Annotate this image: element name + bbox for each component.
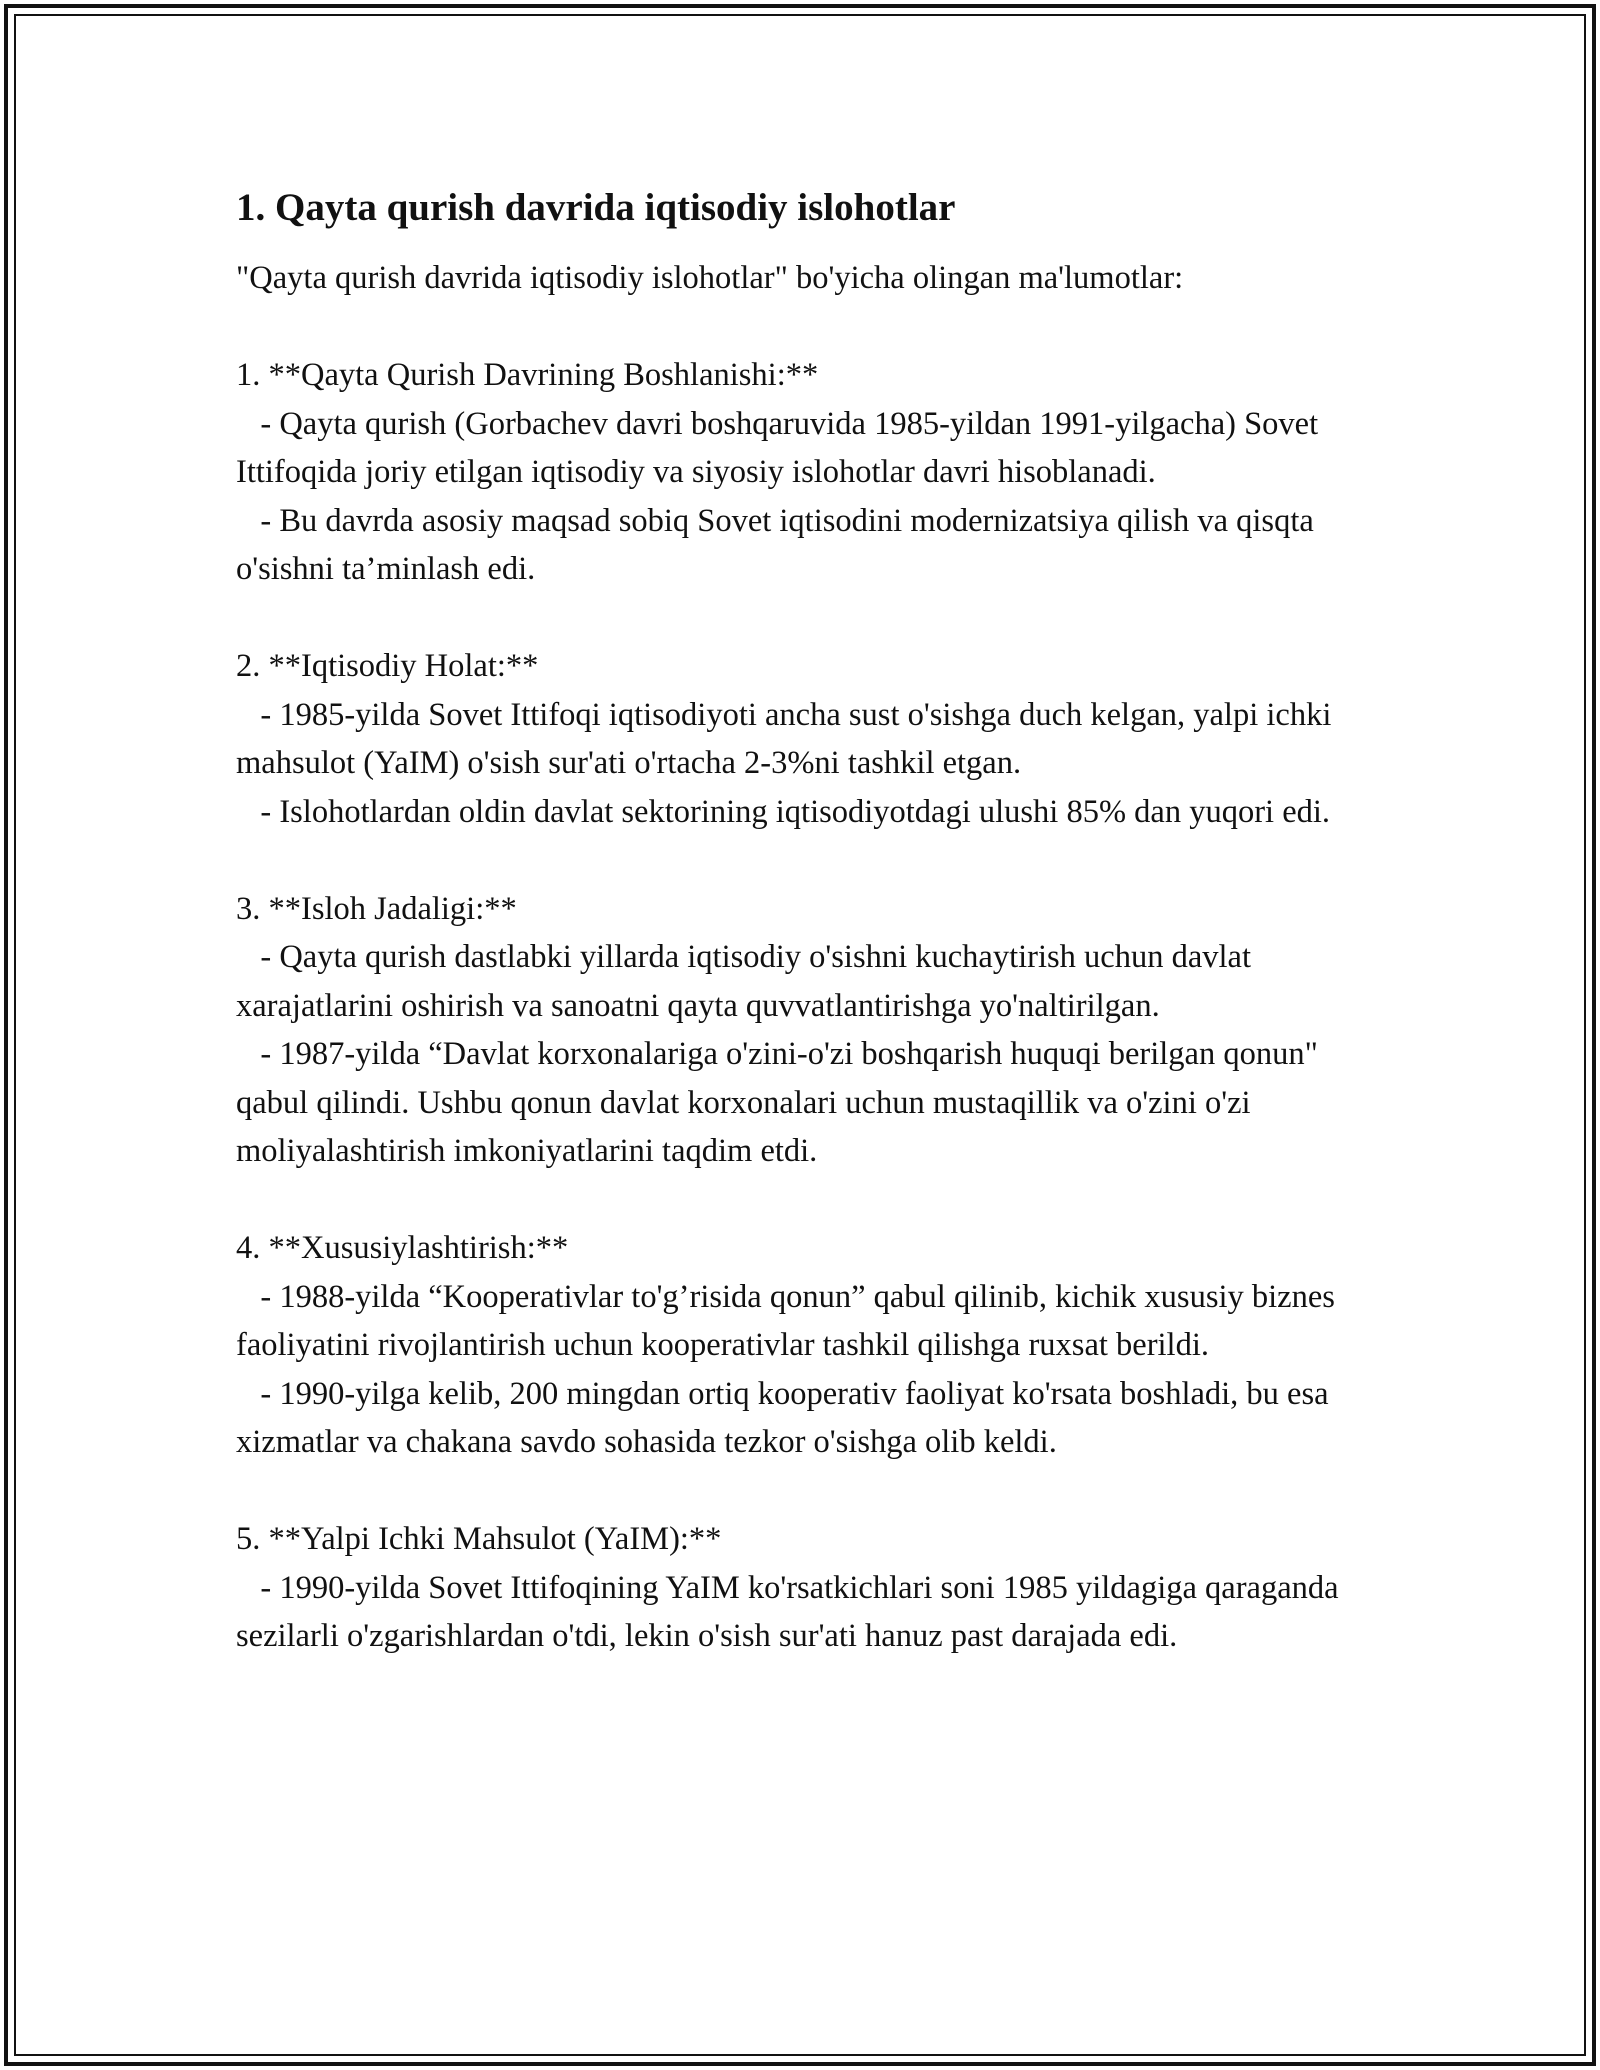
bullet-item: - Qayta qurish dastlabki yillarda iqtisodiy o'sishni kuchaytirish uchun davlat xarajatlarini oshirish va sanoatni qayta quvvatlantirishga yo'naltirilgan. xyxy=(236,939,1260,1024)
section-heading: 3. **Isloh Jadaligi:** xyxy=(236,890,517,927)
bullet-item: - 1987-yilda “Davlat korxonalariga o'zini-o'zi boshqarish huquqi berilgan qonun" qabul qilindi. Ushbu qonun davlat korxonalari uchun mustaqillik va o'zini o'zi moliyalashtirish imkoniyatlarini taqdim etdi. xyxy=(236,1036,1326,1169)
document-body xyxy=(236,184,1386,1709)
bullet-item: - 1990-yilga kelib, 200 mingdan ortiq kooperativ faoliyat ko'rsata boshladi, bu esa xizmatlar va chakana savdo sohasida tezkor o'sishga olib keldi. xyxy=(236,1375,1337,1460)
section-heading: 5. **Yalpi Ichki Mahsulot (YaIM):** xyxy=(236,1521,722,1557)
section-heading: 1. **Qayta Qurish Davrining Boshlanishi:** xyxy=(236,357,819,393)
section-5 xyxy=(236,1515,1386,1661)
bullet-item: - Bu davrda asosiy maqsad sobiq Sovet iqtisodini modernizatsiya qilish va qisqta o'sishni ta’minlash edi. xyxy=(236,502,1322,587)
section-4 xyxy=(236,1224,1386,1467)
bullet-item: - 1990-yilda Sovet Ittifoqining YaIM ko'rsatkichlari soni 1985 yildagiga qaraganda sezilarli o'zgarishlardan o'tdi, lekin o'sish sur'ati hanuz past darajada edi. xyxy=(236,1569,1347,1654)
section-3 xyxy=(236,885,1386,1176)
bullet-item: - Qayta qurish (Gorbachev davri boshqaruvida 1985-yildan 1991-yilgacha) Sovet Ittifoqida joriy etilgan iqtisodiy va siyosiy islohotlar davri hisoblanadi. xyxy=(236,405,1327,490)
bullet-item: - 1985-yilda Sovet Ittifoqi iqtisodiyoti ancha sust o'sishga duch kelgan, yalpi ichki mahsulot (YaIM) o'sish sur'ati o'rtacha 2-3%ni tashkil etgan. xyxy=(236,696,1340,781)
section-1 xyxy=(236,351,1386,594)
intro-paragraph: "Qayta qurish davrida iqtisodiy islohotlar" bo'yicha olingan ma'lumotlar: xyxy=(236,260,1184,296)
bullet-item: - Islohotlardan oldin davlat sektorining iqtisodiyotdagi ulushi 85% dan yuqori edi. xyxy=(236,793,1331,830)
document-title: 1. Qayta qurish davrida iqtisodiy islohotlar xyxy=(236,186,956,229)
section-heading: 4. **Xususiylashtirish:** xyxy=(236,1230,569,1266)
section-heading: 2. **Iqtisodiy Holat:** xyxy=(236,648,539,684)
bullet-item: - 1988-yilda “Kooperativlar to'g’risida qonun” qabul qilinib, kichik xususiy biznes faoliyatini rivojlantirish uchun kooperativlar tashkil qilishga ruxsat berildi. xyxy=(236,1278,1344,1363)
section-2 xyxy=(236,642,1386,836)
